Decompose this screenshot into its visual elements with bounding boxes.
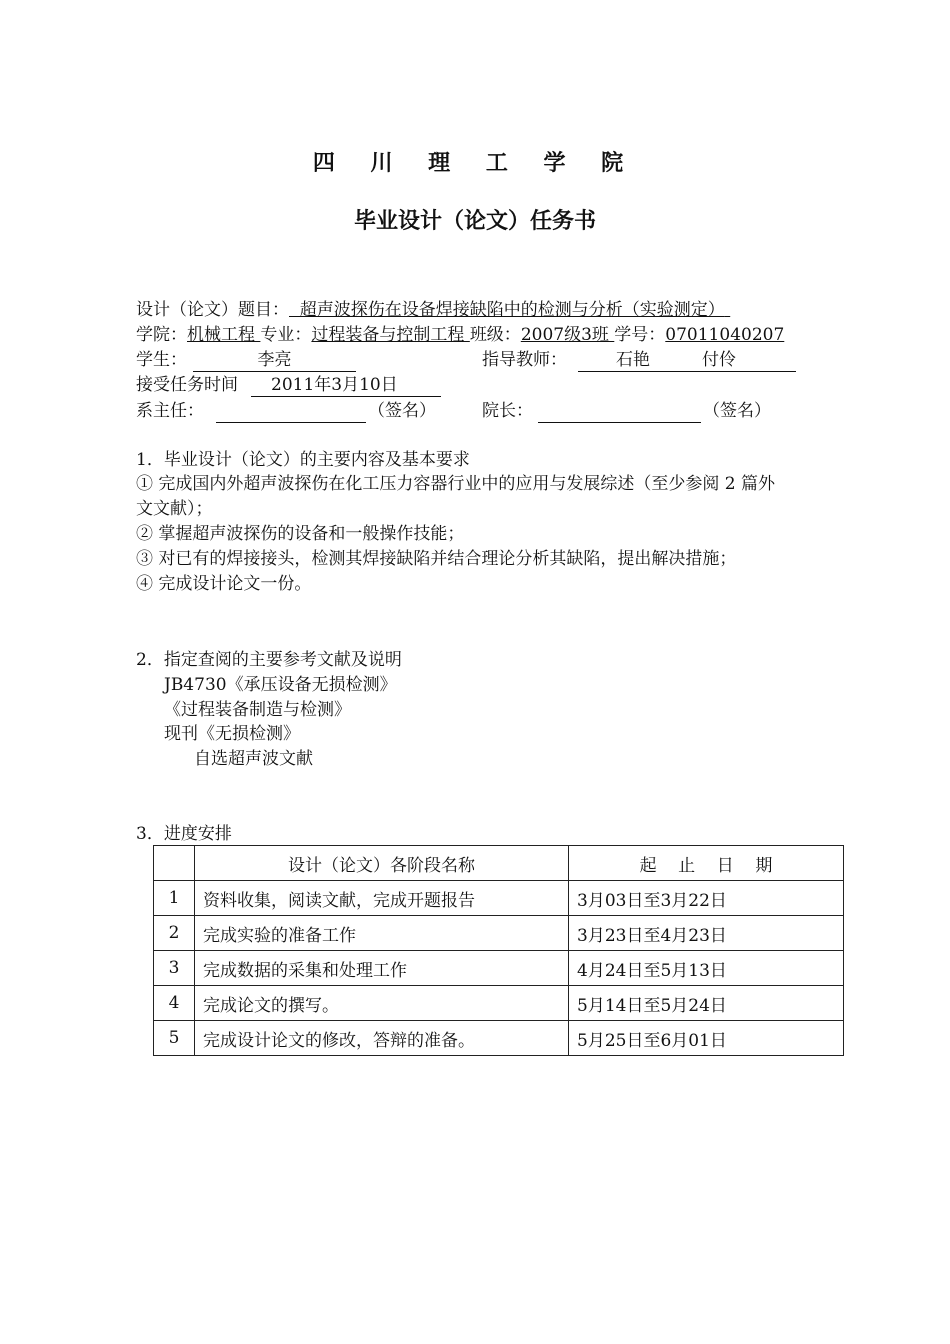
- section1-heading: 1．毕业设计（论文）的主要内容及基本要求: [136, 450, 470, 470]
- advisor-label: 指导教师：: [482, 350, 567, 370]
- row-date-range: 3月03日至3月22日: [569, 881, 844, 916]
- college-label: 学院：: [136, 325, 187, 345]
- schedule-table: [153, 845, 844, 1056]
- student-value: 李亮: [257, 350, 292, 370]
- row-date-range: 4月24日至5月13日: [569, 951, 844, 986]
- dept-head-label: 系主任：: [136, 401, 204, 421]
- date-field: [251, 373, 441, 397]
- reference-item: 自选超声波文献: [194, 749, 313, 769]
- row-num: 4: [154, 986, 195, 1021]
- table-row: [154, 881, 844, 916]
- date-line: [136, 373, 238, 397]
- student-id-label: 学号：: [614, 325, 666, 345]
- row-num: 1: [154, 881, 195, 916]
- row-stage-name: 完成实验的准备工作: [195, 916, 569, 951]
- reference-item: 《过程装备制造与检测》: [164, 700, 351, 720]
- reference-item: JB4730《承压设备无损检测》: [164, 675, 397, 695]
- table-row: [154, 951, 844, 986]
- row-date-range: 3月23日至4月23日: [569, 916, 844, 951]
- advisor-value-2: 付伶: [702, 350, 736, 370]
- topic-label: 设计（论文）题目：: [136, 300, 289, 320]
- date-label: 接受任务时间: [136, 375, 238, 395]
- date-value: 2011年3月10日: [271, 375, 398, 395]
- header-num-cell: [154, 846, 195, 881]
- section1-item: ③ 对已有的焊接接头，检测其焊接缺陷并结合理论分析其缺陷，提出解决措施；: [136, 549, 737, 569]
- advisor-field: [578, 348, 796, 372]
- row-stage-name: 完成数据的采集和处理工作: [195, 951, 569, 986]
- student-label: 学生：: [136, 350, 187, 370]
- row-date-range: 5月14日至5月24日: [569, 986, 844, 1021]
- section2-heading: 2．指定查阅的主要参考文献及说明: [136, 650, 402, 670]
- reference-item: 现刊《无损检测》: [164, 724, 300, 744]
- student-label-wrap: [136, 348, 187, 372]
- row-stage-name: 完成论文的撰写。: [195, 986, 569, 1021]
- document-title: 毕业设计（论文）任务书: [353, 208, 596, 234]
- advisor-value-1: 石艳: [616, 350, 650, 370]
- dean-sign-note: （签名）: [703, 401, 771, 421]
- table-header-row: [154, 846, 844, 881]
- header-date-cell: 起 止 日 期: [569, 846, 844, 881]
- row-date-range: 5月25日至6月01日: [569, 1021, 844, 1056]
- table-row: [154, 916, 844, 951]
- row-num: 5: [154, 1021, 195, 1056]
- row-stage-name: 资料收集，阅读文献，完成开题报告: [195, 881, 569, 916]
- dept-head-sign-note: （签名）: [368, 401, 436, 421]
- row-stage-name: 完成设计论文的修改，答辩的准备。: [195, 1021, 569, 1056]
- topic-line: [136, 298, 730, 322]
- table-row: [154, 1021, 844, 1056]
- class-value: 2007级3班: [520, 325, 615, 345]
- section1-item: 文文献）；: [136, 499, 213, 519]
- major-value: 过程装备与控制工程: [311, 325, 470, 345]
- dean-signature-field[interactable]: [538, 399, 701, 423]
- college-line: [136, 323, 784, 347]
- row-num: 3: [154, 951, 195, 986]
- dean-label: 院长：: [482, 401, 533, 421]
- major-label: 专业：: [260, 325, 312, 345]
- section3-heading: 3．进度安排: [136, 824, 232, 844]
- student-field: [193, 348, 356, 372]
- class-label: 班级：: [469, 325, 521, 345]
- table-row: [154, 986, 844, 1021]
- school-name: 四 川 理 工 学 院: [312, 150, 638, 176]
- dept-head-signature-field[interactable]: [216, 399, 366, 423]
- topic-value: 超声波探伤在设备焊接缺陷中的检测与分析（实验测定）: [289, 300, 725, 320]
- section1-item: ② 掌握超声波探伤的设备和一般操作技能；: [136, 524, 465, 544]
- row-num: 2: [154, 916, 195, 951]
- section1-item: ① 完成国内外超声波探伤在化工压力容器行业中的应用与发展综述（至少参阅 2 篇外: [136, 474, 776, 494]
- header-name-cell: 设计（论文）各阶段名称: [195, 846, 569, 881]
- student-id-value: 07011040207: [665, 325, 785, 345]
- college-value: 机械工程: [187, 325, 261, 345]
- section1-item: ④ 完成设计论文一份。: [136, 574, 312, 594]
